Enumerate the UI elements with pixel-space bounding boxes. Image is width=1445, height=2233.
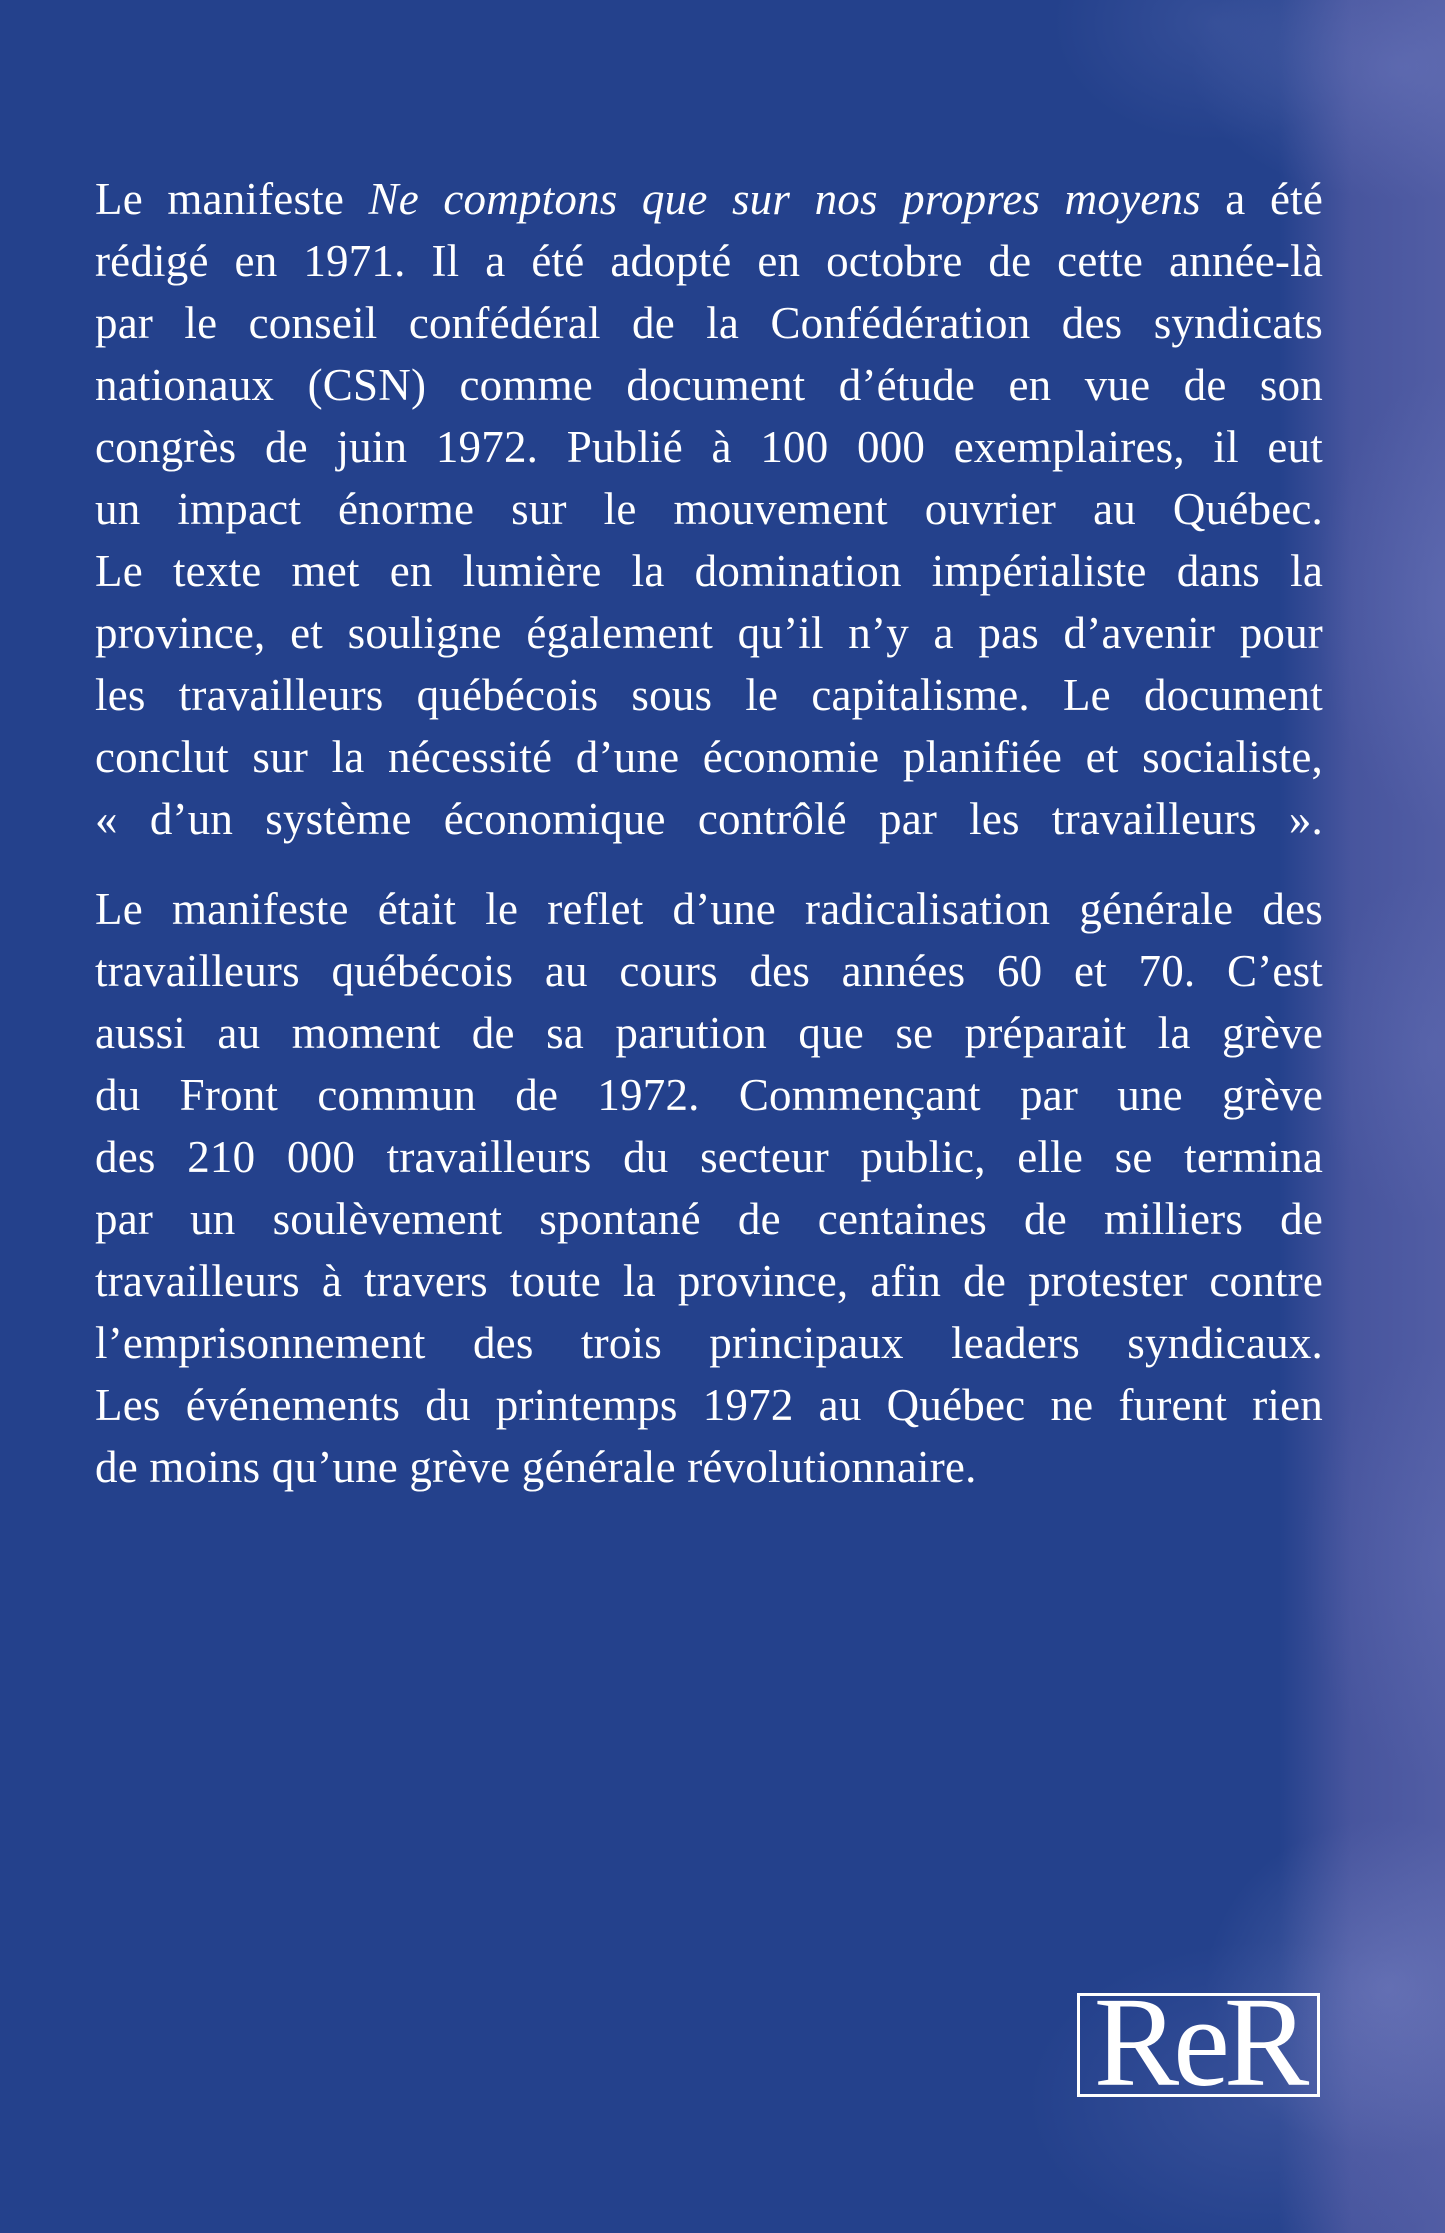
text-line <box>95 416 1323 478</box>
text-run: rédigé en 1971. Il a été adopté en octobre de cette année-là <box>95 236 1323 286</box>
text-line <box>95 726 1323 788</box>
text-run: un impact énorme sur le mouvement ouvrier au Québec. <box>95 484 1323 534</box>
paragraph-2 <box>95 878 1323 1498</box>
text-run: province, et souligne également qu’il n’y a pas d’avenir pour <box>95 608 1323 658</box>
text-line <box>95 1188 1323 1250</box>
blurb-text-block <box>95 168 1323 1526</box>
text-run: Le manifeste <box>95 174 369 224</box>
text-line <box>95 168 1323 230</box>
text-line <box>95 354 1323 416</box>
text-run: les travailleurs québécois sous le capitalisme. Le document <box>95 670 1323 720</box>
text-run: a été <box>1200 174 1323 224</box>
text-run: de moins qu’une grève générale révolutionnaire. <box>95 1442 977 1492</box>
text-run: travailleurs à travers toute la province, afin de protester contre <box>95 1256 1323 1306</box>
text-run: des 210 000 travailleurs du secteur public, elle se termina <box>95 1132 1323 1182</box>
text-line <box>95 478 1323 540</box>
text-line <box>95 788 1323 850</box>
text-run: Le manifeste était le reflet d’une radicalisation générale des <box>95 884 1323 934</box>
manifesto-title-italic: Ne comptons que sur nos propres moyens <box>368 174 1201 224</box>
text-line <box>95 292 1323 354</box>
paragraph-1 <box>95 168 1323 850</box>
text-line <box>95 878 1323 940</box>
text-line <box>95 940 1323 1002</box>
text-run: nationaux (CSN) comme document d’étude en vue de son <box>95 360 1323 410</box>
text-line <box>95 602 1323 664</box>
text-line <box>95 664 1323 726</box>
text-line <box>95 1374 1323 1436</box>
text-run: par le conseil confédéral de la Confédération des syndicats <box>95 298 1323 348</box>
text-run: par un soulèvement spontané de centaines de milliers de <box>95 1194 1323 1244</box>
text-line <box>95 1126 1323 1188</box>
text-line <box>95 1064 1323 1126</box>
text-run: congrès de juin 1972. Publié à 100 000 exemplaires, il eut <box>95 422 1323 472</box>
text-run: « d’un système économique contrôlé par les travailleurs ». <box>95 794 1323 844</box>
publisher-logo <box>1077 1971 1320 2113</box>
text-run: Les événements du printemps 1972 au Québec ne furent rien <box>95 1380 1323 1430</box>
text-run: l’emprisonnement des trois principaux leaders syndicaux. <box>95 1318 1323 1368</box>
text-line <box>95 1250 1323 1312</box>
text-line <box>95 230 1323 292</box>
text-line <box>95 540 1323 602</box>
text-run: aussi au moment de sa parution que se préparait la grève <box>95 1008 1323 1058</box>
text-run: du Front commun de 1972. Commençant par une grève <box>95 1070 1323 1120</box>
publisher-logo-text: ReR <box>1093 1971 1304 2113</box>
text-line <box>95 1436 1323 1498</box>
text-line <box>95 1002 1323 1064</box>
text-run: Le texte met en lumière la domination impérialiste dans la <box>95 546 1323 596</box>
text-line <box>95 1312 1323 1374</box>
text-run: conclut sur la nécessité d’une économie planifiée et socialiste, <box>95 732 1323 782</box>
text-run: travailleurs québécois au cours des années 60 et 70. C’est <box>95 946 1323 996</box>
